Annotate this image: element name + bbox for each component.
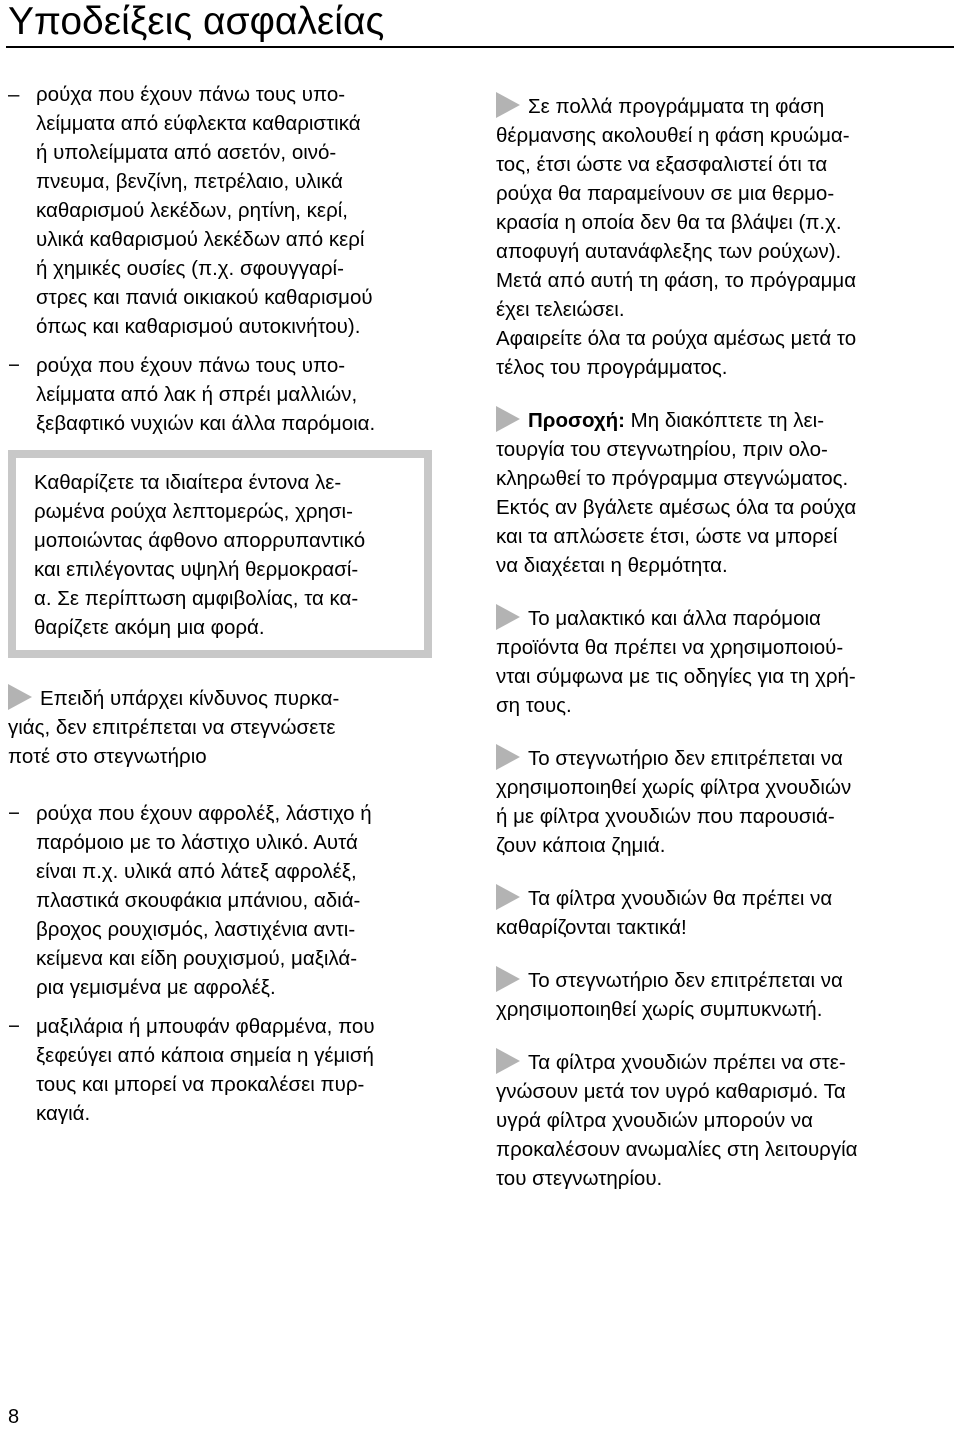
triangle-arrow-icon <box>496 744 520 770</box>
warning-paragraph <box>8 684 468 771</box>
list-item-text: ρούχα που έχουν πάνω τους υπο- λείμματα από λακ ή σπρέι μαλλιών, ξεβαφτικό νυχιών και άλλα παρόμοια. <box>36 354 376 435</box>
info-paragraph <box>496 604 952 720</box>
triangle-arrow-icon <box>496 884 520 910</box>
left-column <box>8 80 468 1138</box>
title-rule <box>6 46 954 48</box>
triangle-arrow-icon <box>496 1048 520 1074</box>
triangle-arrow-icon <box>496 406 520 432</box>
dash-bullet: – <box>8 83 20 106</box>
caution-label: Προσοχή: <box>528 409 625 432</box>
page-title: Υποδείξεις ασφαλείας <box>8 0 385 43</box>
info-paragraph <box>496 966 952 1024</box>
paragraph-text: Τα φίλτρα χνουδιών θα πρέπει να καθαρίζονται τακτικά! <box>496 887 833 939</box>
paragraph-text: Σε πολλά προγράμματα τη φάση θέρμανσης ακολουθεί η φάση κρυώμα- τος, έτσι ώστε να εξασφαλιστεί ότι τα ρούχα θα παραμείνουν σε μια θερμο- κρασία η οποία δεν θα τα βλάψει (π.χ. αποφυγή αυτανάφλεξης των ρούχων). Μετά από αυτή τη φάση, το πρόγραμμα έχει τελειώσει. Αφαιρείτε όλα τα ρούχα αμέσως μετά το τέλος του προγράμματος. <box>496 95 857 379</box>
list-item <box>8 351 468 438</box>
page-number: 8 <box>8 1406 20 1428</box>
info-paragraph <box>496 744 952 860</box>
paragraph-text: Το στεγνωτήριο δεν επιτρέπεται να χρησιμοποιηθεί χωρίς φίλτρα χνουδιών ή με φίλτρα χνουδιών που παρουσιά- ζουν κάποια ζημιά. <box>496 747 852 857</box>
list-item-text: ρούχα που έχουν αφρολέξ, λάστιχο ή παρόμοιο με το λάστιχο υλικό. Αυτά είναι π.χ. υλικά από λάτεξ αφρολέξ, πλαστικά σκουφάκια μπάνιου, αδιά- βροχος ρουχισμός, λαστιχένια αντι- κείμενα και είδη ρουχισμού, μαξιλά- ρια γεμισμένα με αφρολέξ. <box>36 802 372 999</box>
right-column <box>496 92 952 1217</box>
info-paragraph <box>496 92 952 382</box>
triangle-arrow-icon <box>496 92 520 118</box>
paragraph-text: Τα φίλτρα χνουδιών πρέπει να στε- γνώσουν μετά τον υγρό καθαρισμό. Τα υγρά φίλτρα χνουδιών μπορούν να προκαλέσουν ανωμαλίες στη λειτουργία του στεγνωτηρίου. <box>496 1051 858 1190</box>
triangle-arrow-icon <box>496 966 520 992</box>
caution-paragraph <box>496 406 952 580</box>
list-item <box>8 1012 468 1128</box>
info-paragraph <box>496 884 952 942</box>
paragraph-text: Μη διακόπτετε τη λει- τουργία του στεγνωτηρίου, πριν ολο- κληρωθεί το πρόγραμμα στεγνώματος. Εκτός αν βγάλετε αμέσως όλα τα ρούχα και τα απλώσετε έτσι, ώστε να μπορεί να διαχέεται η θερμότητα. <box>496 409 857 577</box>
note-box-text: Καθαρίζετε τα ιδιαίτερα έντονα λε- ρωμένα ρούχα λεπτομερώς, χρησι- μοποιώντας άφθονο απορρυπαντικό και επιλέγοντας υψηλή θερμοκρασί- α. Σε περίπτωση αμφιβολίας, τα κα- θαρίζετε ακόμη μια φορά. <box>34 471 366 639</box>
info-paragraph <box>496 1048 952 1193</box>
warning-text: Επειδή υπάρχει κίνδυνος πυρκα- γιάς, δεν επιτρέπεται να στεγνώσετε ποτέ στο στεγνωτήριο <box>8 687 340 768</box>
list-item <box>8 80 468 341</box>
list-item-text: μαξιλάρια ή μπουφάν φθαρμένα, που ξεφεύγει από κάποια σημεία η γέμισή τους και μπορεί να προκαλέσει πυρ- καγιά. <box>36 1015 375 1125</box>
list-item <box>8 799 468 1002</box>
dash-bullet: − <box>8 802 20 825</box>
triangle-arrow-icon <box>8 684 32 710</box>
dash-bullet: − <box>8 354 20 377</box>
list-item-text: ρούχα που έχουν πάνω τους υπο- λείμματα από εύφλεκτα καθαριστικά ή υπολείμματα από ασετόν, οινό- πνευμα, βενζίνη, πετρέλαιο, υλικά καθαρισμού λεκέδων, ρητίνη, κερί, υλικά καθαρισμού λεκέδων από κερί ή χημικές ουσίες (π.χ. σφουγγαρί- στρες και πανιά οικιακού καθαρισμού όπως και καθαρισμού αυτοκινήτου). <box>36 83 373 338</box>
paragraph-text: Το μαλακτικό και άλλα παρόμοια προϊόντα θα πρέπει να χρησιμοποιού- νται σύμφωνα με τις οδηγίες για τη χρή- ση τους. <box>496 607 856 717</box>
triangle-arrow-icon <box>496 604 520 630</box>
paragraph-text: Το στεγνωτήριο δεν επιτρέπεται να χρησιμοποιηθεί χωρίς συμπυκνωτή. <box>496 969 843 1021</box>
note-box <box>8 450 432 658</box>
dash-bullet: − <box>8 1015 20 1038</box>
